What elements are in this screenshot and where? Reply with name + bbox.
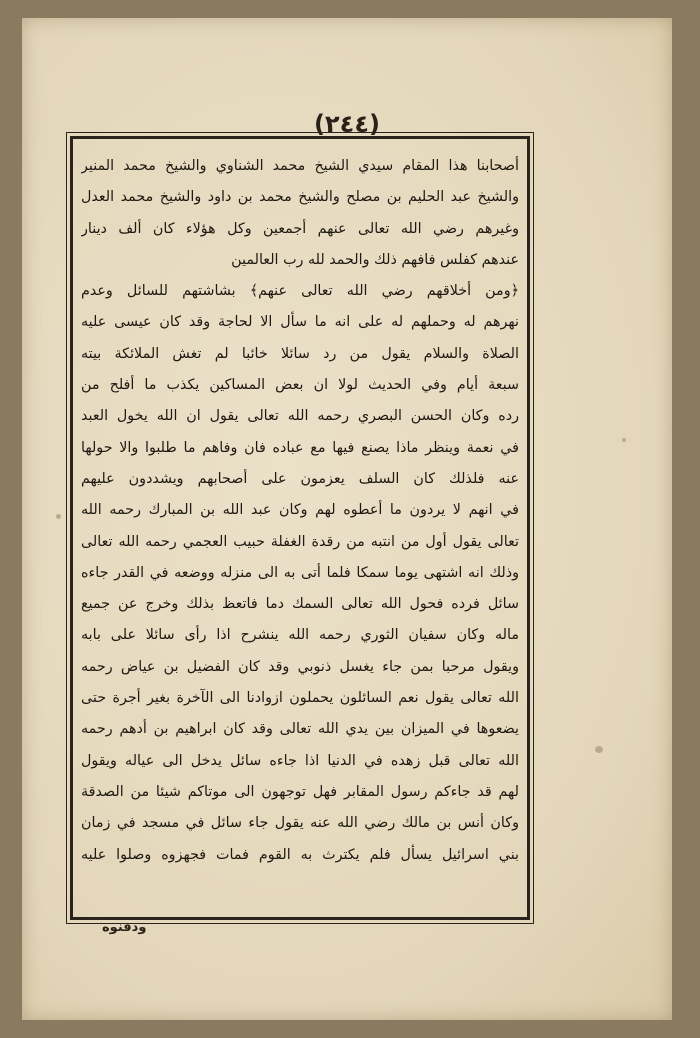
text-line: لهم قد جاءكم رسول المقابر فهل توجهون الى موتاكم شيئا من الصدقة	[81, 783, 519, 800]
text-line: ماله وكان سفيان الثوري رحمه الله ينشرح اذا رأى سائلا على بابه	[81, 627, 519, 644]
text-line: نهرهم له وحملهم له على انه ما سأل الا لحاجة وقد كان عيسى عليه	[81, 314, 519, 331]
text-line: يضعوها في الميزان بين يدي الله تعالى وقد كان ابراهيم بن أدهم رحمه	[81, 721, 519, 738]
text-line: ويقول مرحبا بمن جاء يغسل ذنوبي وقد كان الفضيل بن عياض رحمه	[81, 658, 519, 675]
text-line: بني اسرائيل يسأل فلم يكترث به القوم فمات فجهزوه وصلوا عليه	[81, 846, 519, 863]
text-line: الله تعالى يقول نعم السائلون يحملون ازوادنا الى الآخرة بغير أجرة حتى	[81, 690, 519, 707]
paper-stain	[595, 746, 603, 753]
paper-stain	[622, 438, 626, 442]
text-line: تعالى يقول أول من انتبه من رقدة الغفلة حبيب العجمي رحمه الله تعالى	[81, 533, 519, 550]
text-line: والشيخ عبد الحليم بن مصلح والشيخ محمد بن داود والشيخ محمد العدل	[81, 189, 519, 206]
page-number: (٢٤٤)	[314, 110, 380, 138]
book-page	[22, 18, 672, 1020]
text-line: في انهم لا يردون ما أعطوه لهم وكان عبد الله بن المبارك رحمه الله	[81, 502, 519, 519]
text-line: وغيرهم رضي الله تعالى عنهم أجمعين وكل هؤلاء كان ألف دينار	[81, 220, 519, 237]
text-line: في نعمة وينظر ماذا يصنع فيها مع عباده فان وفاهم ما طلبوا والا حولها	[81, 439, 519, 456]
text-line: عنه فلذلك كان السلف يعزمون على أصحابهم ويشددون عليهم	[81, 470, 519, 487]
text-line: وذلك انه اشتهى يوما سمكا فلما أتى به الى منزله ووضعه في القدر جاءه	[81, 564, 519, 581]
text-line: أصحابنا هذا المقام سيدي الشيخ محمد الشناوي والشيخ محمد المنير	[81, 158, 519, 174]
paper-stain	[56, 514, 61, 519]
catchword: ودفنوه	[102, 920, 147, 935]
text-line: سبعة أيام وفي الحديث لولا ان بعض المساكين يكذب ما أفلح من	[81, 377, 519, 394]
text-line: وكان أنس بن مالك رضي الله عنه يقول جاء سائل في مسجد في زمان	[81, 815, 519, 832]
text-line: عندهم كفلس فافهم ذلك والحمد لله رب العالمين	[231, 251, 519, 268]
text-line: سائل فرده فحول الله تعالى السمك دما فاتعظ بذلك وخرج عن جميع	[81, 596, 519, 613]
text-line: الله تعالى قبل زهده في الدنيا اذا جاءه سائل يدخل الى عياله ويقول	[81, 752, 519, 769]
text-line: الصلاة والسلام يقول من رد سائلا خائبا لم تغش الملائكة بيته	[81, 345, 519, 362]
section-heading-line: ﴿ومن أخلاقهم رضي الله تعالى عنهم﴾ بشاشتهم للسائل وعدم	[81, 283, 519, 300]
text-frame	[70, 136, 530, 920]
text-body	[81, 151, 519, 909]
text-line: رده وكان الحسن البصري رحمه الله تعالى يقول ان الله يخول العبد	[81, 408, 519, 425]
